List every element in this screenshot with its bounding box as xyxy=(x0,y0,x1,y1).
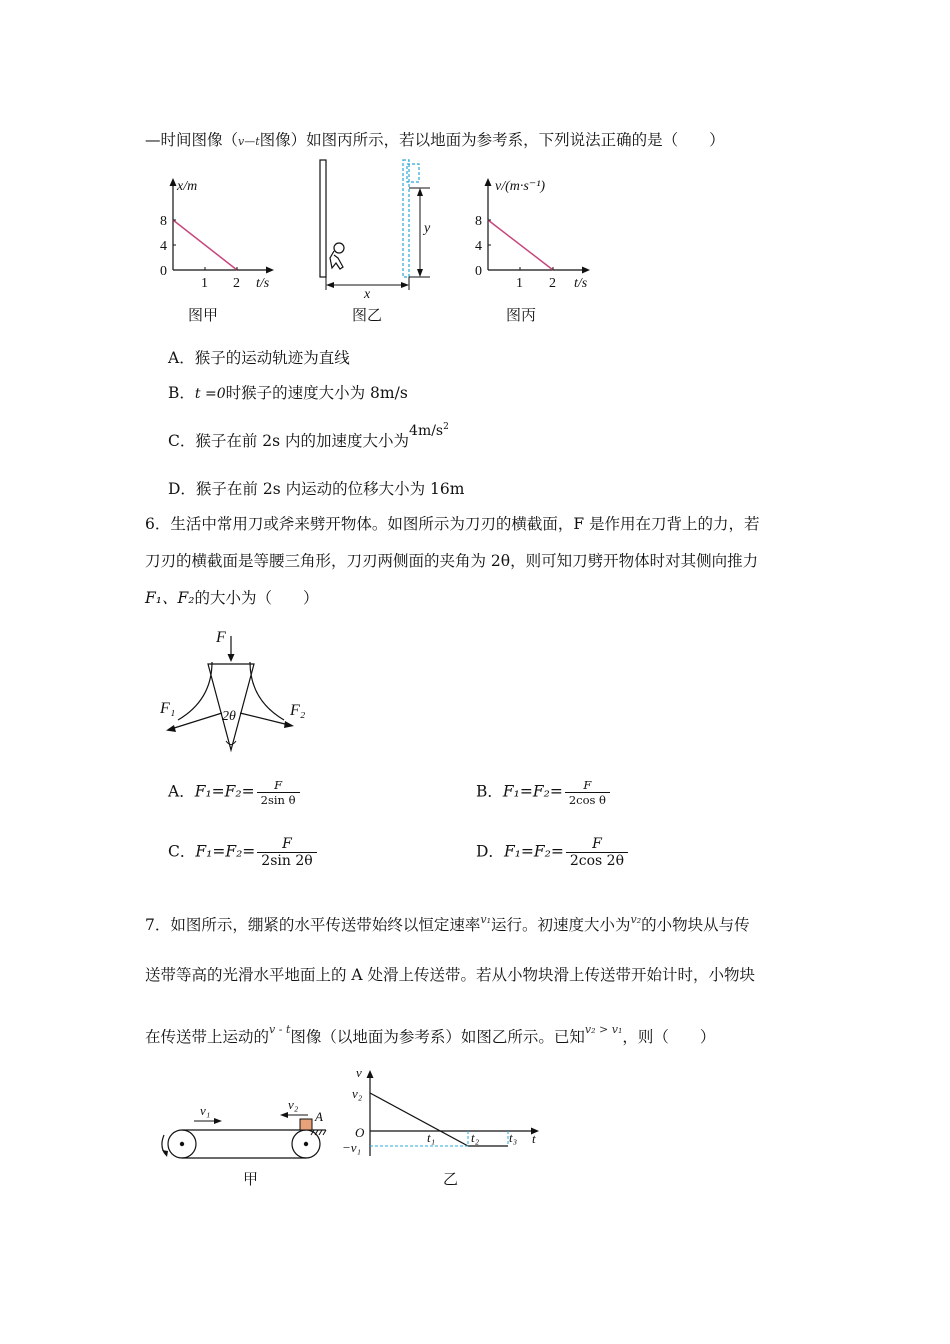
q6-option-b-lhs: F₁=F₂= xyxy=(502,782,563,801)
jia-zero: 0 xyxy=(160,264,167,279)
q5-option-c[interactable] xyxy=(168,418,449,450)
q5-intro-a: —时间图像（ xyxy=(145,131,239,149)
q7-jia-v2: v₂ xyxy=(288,1097,299,1112)
q6-fig-F1: F₁ xyxy=(160,700,176,717)
q7-line1 xyxy=(145,906,750,934)
q7-line1-b: 运行。初速度大小为 xyxy=(491,916,631,934)
q6-blade-figure xyxy=(150,622,320,762)
q5-fig-yi-caption: 图乙 xyxy=(352,306,383,324)
q5-intro-t: t xyxy=(255,135,260,148)
q6-option-c[interactable] xyxy=(168,836,317,869)
bing-zero: 0 xyxy=(475,264,482,279)
q5-option-a[interactable]: A．猴子的运动轨迹为直线 xyxy=(168,349,350,367)
q5-intro-v: v xyxy=(238,135,245,148)
q5-fig-yi xyxy=(310,155,450,300)
q5-option-c-sup: 2 xyxy=(443,421,449,432)
q7-yi-v2: v₂ xyxy=(352,1086,363,1101)
q7-yi-t3: t₃ xyxy=(509,1130,518,1145)
jia-x1: 1 xyxy=(201,276,208,291)
q7-jia-A: A xyxy=(315,1109,323,1124)
q7-yi-t: t xyxy=(532,1131,536,1146)
q6-option-b-fraction xyxy=(565,778,610,807)
q5-intro-b: 图像）如图丙所示，若以地面为参考系，下列说法正确的是（ ） xyxy=(259,131,725,149)
q6-option-d-den: 2cos 2θ xyxy=(569,853,625,869)
q7-yi-O: O xyxy=(355,1125,365,1140)
q7-line3-cond: v₂ > v₁ xyxy=(584,1023,623,1036)
q6-option-a-lhs: F₁=F₂= xyxy=(194,782,255,801)
q7-line1-c: 的小物块从与传 xyxy=(641,916,750,934)
q6-option-a-num: F xyxy=(257,778,300,793)
q7-line3-a: 在传送带上运动的 xyxy=(145,1028,270,1046)
jia-y8: 8 xyxy=(160,214,167,229)
q6-option-a-fraction xyxy=(257,778,300,807)
q6-option-d-num: F xyxy=(566,836,628,853)
q6-option-a-den: 2sin θ xyxy=(260,793,296,807)
bing-y8: 8 xyxy=(475,214,482,229)
q5-option-b-label: B． xyxy=(168,384,195,402)
q5-fig-bing xyxy=(466,170,616,300)
q6-line3-text: 的大小为（ ） xyxy=(194,589,319,607)
bing-x2: 2 xyxy=(549,276,556,291)
jia-x2: 2 xyxy=(233,276,240,291)
q6-line3-forces: F₁、F₂ xyxy=(145,589,195,607)
bing-x1: 1 xyxy=(516,276,523,291)
q6-option-c-fraction xyxy=(257,836,316,869)
q5-option-b-math: t =0 xyxy=(194,386,226,402)
q5-option-d[interactable]: D．猴子在前 2s 内运动的位移大小为 16m xyxy=(168,480,465,498)
q6-fig-F2: F₂ xyxy=(290,702,306,719)
q7-yi-t2: t₂ xyxy=(471,1130,480,1145)
q6-line1: 6．生活中常用刀或斧来劈开物体。如图所示为刀刃的横截面，F 是作用在刀背上的力，若 xyxy=(145,515,760,533)
q7-line1-v2: v₂ xyxy=(630,913,642,926)
q6-option-a[interactable] xyxy=(168,778,300,807)
q7-fig-jia-caption: 甲 xyxy=(243,1170,259,1188)
q6-option-d-fraction xyxy=(566,836,628,869)
q5-option-c-value: 4m/s xyxy=(409,423,444,439)
q7-conveyor-figure xyxy=(150,1095,350,1165)
q5-fig-jia xyxy=(150,170,290,300)
monkey-icon xyxy=(330,243,344,269)
q7-vt-graph xyxy=(340,1062,550,1162)
q6-option-a-label: A． xyxy=(168,782,195,801)
q6-option-d[interactable] xyxy=(476,836,628,869)
q6-option-b-label: B． xyxy=(476,782,503,801)
yi-y: y xyxy=(424,221,431,236)
q6-fig-F: F xyxy=(216,629,226,646)
jia-y4: 4 xyxy=(160,239,167,254)
q5-option-c-label: C．猴子在前 2s 内的加速度大小为 xyxy=(168,432,410,450)
q6-option-d-lhs: F₁=F₂= xyxy=(503,842,564,861)
q7-line2: 送带等高的光滑水平地面上的 A 处滑上传送带。若从小物块滑上传送带开始计时，小物块 xyxy=(145,966,756,984)
q5-option-b[interactable] xyxy=(168,381,408,403)
q6-option-b-den: 2cos θ xyxy=(568,793,606,807)
q7-jia-v1: v₁ xyxy=(200,1103,211,1118)
q6-option-b-num: F xyxy=(565,778,610,793)
q6-line3 xyxy=(145,586,318,608)
q7-line3-vt: v - t xyxy=(269,1023,291,1036)
q5-intro xyxy=(145,128,725,150)
q7-line3-c: ，则（ ） xyxy=(622,1028,716,1046)
q7-line1-v1: v₁ xyxy=(480,913,491,926)
q6-line2: 刀刃的横截面是等腰三角形，刀刃两侧面的夹角为 2θ，则可知刀劈开物体时对其侧向推力 xyxy=(145,552,759,570)
q5-option-b-text: 时猴子的速度大小为 8m/s xyxy=(225,384,408,402)
q7-fig-yi-caption: 乙 xyxy=(443,1170,459,1188)
q6-option-c-lhs: F₁=F₂= xyxy=(195,842,256,861)
q7-yi-t1: t₁ xyxy=(427,1130,436,1145)
q7-yi-neg-v1: −v₁ xyxy=(342,1140,362,1155)
jia-ylabel: x/m xyxy=(177,179,198,194)
q7-line3-b: 图像（以地面为参考系）如图乙所示。已知 xyxy=(290,1028,585,1046)
q6-option-c-den: 2sin 2θ xyxy=(261,853,313,869)
q5-intro-dash: — xyxy=(244,135,256,148)
q6-option-d-label: D． xyxy=(476,842,504,861)
bing-ylabel: v/(m·s⁻¹) xyxy=(495,179,546,194)
q7-yi-v: v xyxy=(356,1065,362,1080)
q6-option-b[interactable] xyxy=(476,778,610,807)
bing-y4: 4 xyxy=(475,239,482,254)
bing-xlabel: t/s xyxy=(574,276,588,291)
q7-line3 xyxy=(145,1016,716,1046)
q5-fig-jia-caption: 图甲 xyxy=(188,306,219,324)
q6-option-c-label: C． xyxy=(168,842,196,861)
q6-option-c-num: F xyxy=(257,836,316,853)
jia-xlabel: t/s xyxy=(256,276,270,291)
q5-fig-bing-caption: 图丙 xyxy=(506,306,537,324)
yi-x: x xyxy=(364,287,371,302)
q6-fig-angle: 2θ xyxy=(222,709,236,724)
q7-line1-a: 7．如图所示，绷紧的水平传送带始终以恒定速率 xyxy=(145,916,481,934)
